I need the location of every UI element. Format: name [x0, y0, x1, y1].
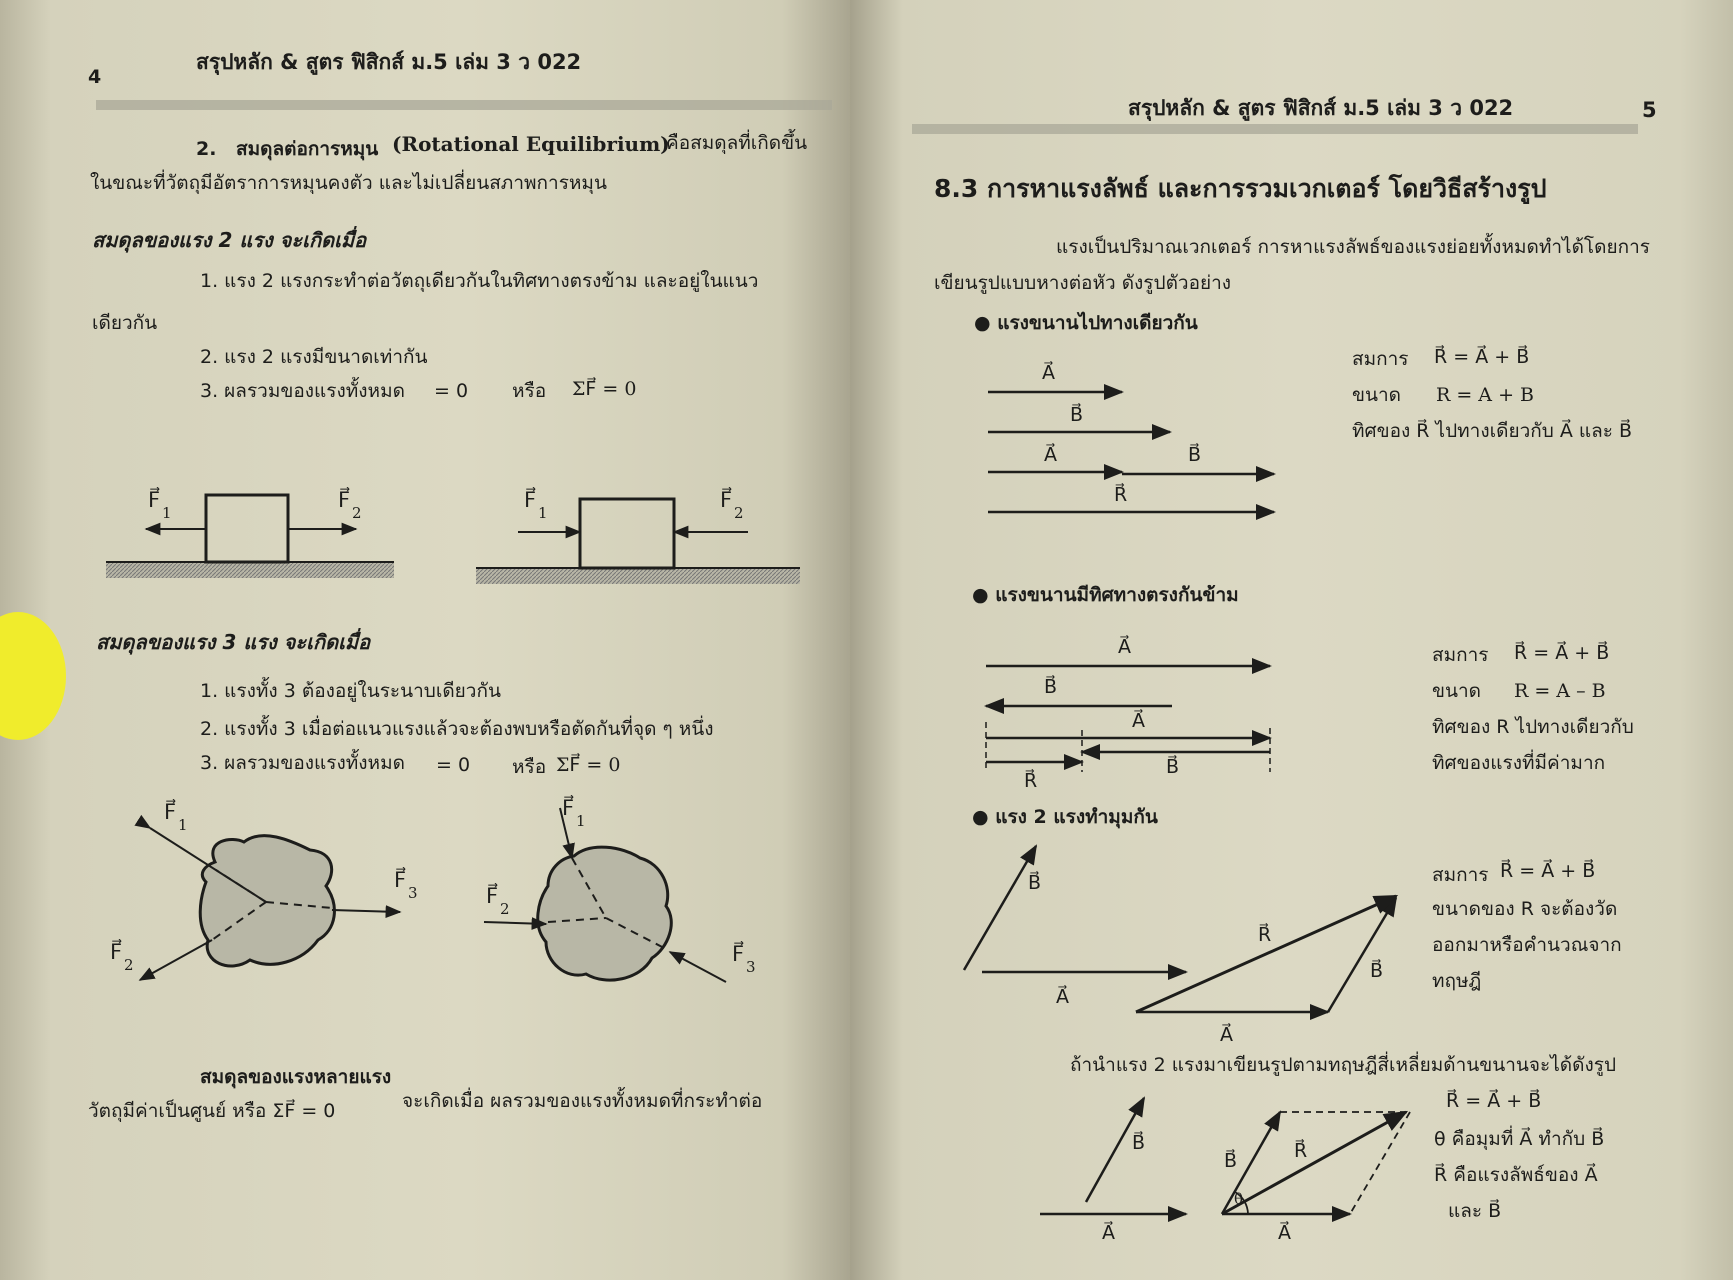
- case1-mag: R = A + B: [1436, 384, 1534, 406]
- label-f2-a: F⃗: [338, 488, 351, 512]
- c3-label-b2: B⃗: [1370, 960, 1384, 982]
- case2-eq: R⃗ = A⃗ + B⃗: [1514, 642, 1610, 664]
- case2-dir-2: ทิศของแรงที่มีค่ามาก: [1432, 752, 1606, 774]
- p-label-b2: B⃗: [1224, 1150, 1238, 1172]
- three-forces-item2: 2. แรงทั้ง 3 เมื่อต่อแนวแรงแล้วจะต้องพบหรือตัดกันที่จุด ๆ หนึ่ง: [200, 718, 714, 740]
- label-f2-c-sub: 2: [124, 956, 134, 974]
- label-f2-d-sub: 2: [500, 900, 510, 918]
- c3-label-a2: A⃗: [1220, 1024, 1233, 1046]
- c3-label-a: A⃗: [1056, 986, 1069, 1008]
- case3-eq-label: สมการ: [1432, 864, 1489, 886]
- f2-line-1: [140, 940, 212, 980]
- c1-label-a2: A⃗: [1044, 444, 1057, 466]
- block-2: [580, 499, 674, 568]
- vector-diagrams: [850, 0, 1733, 1280]
- many-forces-heading: สมดุลของแรงหลายแรง: [200, 1066, 392, 1088]
- three-forces-item3-or: หรือ: [512, 756, 547, 778]
- case1-direction: ทิศของ R⃗ ไปทางเดียวกับ A⃗ และ B⃗: [1352, 420, 1633, 442]
- three-forces-item3-formula: ΣF⃗ = 0: [556, 754, 621, 776]
- rotational-english: (Rotational Equilibrium): [392, 132, 670, 156]
- two-forces-item2: 2. แรง 2 แรงมีขนาดเท่ากัน: [200, 346, 428, 368]
- two-forces-item1: 1. แรง 2 แรงกระทำต่อวัตถุเดียวกันในทิศทางตรงข้าม และอยู่ในแนว: [200, 270, 759, 292]
- block-1: [206, 495, 288, 562]
- case2-heading: ● แรงขนานมีทิศทางตรงกันข้าม: [972, 584, 1239, 606]
- label-f1-a: F⃗: [148, 488, 161, 512]
- right-running-header: สรุปหลัก & สูตร ฟิสิกส์ ม.5 เล่ม 3 ว 022: [1128, 96, 1514, 120]
- c2-label-b: B⃗: [1044, 676, 1058, 698]
- three-forces-item3-eq: = 0: [436, 754, 471, 776]
- rotational-desc-2: ในขณะที่วัตถุมีอัตราการหมุนคงตัว และไม่เปลี่ยนสภาพการหมุน: [90, 172, 607, 194]
- case1-eq-label: สมการ: [1352, 348, 1409, 370]
- case3-mag-1: ขนาดของ R จะต้องวัด: [1432, 898, 1618, 920]
- two-forces-item3: 3. ผลรวมของแรงทั้งหมด: [200, 380, 405, 402]
- p-label-a: A⃗: [1102, 1222, 1115, 1244]
- rotational-number: 2.: [196, 138, 217, 160]
- label-f1-c: F⃗: [164, 800, 177, 824]
- case2-mag: R = A – B: [1514, 680, 1606, 702]
- label-f1-b: F⃗: [524, 488, 537, 512]
- irregular-body-1: [200, 836, 334, 966]
- case2-dir-1: ทิศของ R ไปทางเดียวกับ: [1432, 716, 1634, 738]
- label-f2-a-sub: 2: [352, 504, 362, 522]
- section-title: 8.3 การหาแรงลัพธ์ และการรวมเวกเตอร์ โดยวิธีสร้างรูป: [934, 174, 1547, 203]
- irregular-body-2: [538, 847, 672, 980]
- c3-label-r: R⃗: [1258, 924, 1272, 946]
- right-page: [850, 0, 1733, 1280]
- case2-mag-label: ขนาด: [1432, 680, 1481, 702]
- label-f1-d-sub: 1: [576, 812, 586, 830]
- case3-vector-b: [964, 846, 1036, 970]
- para-intro: ถ้านำแรง 2 แรงมาเขียนรูปตามทฤษฎีสี่เหลี่ยมด้านขนานจะได้ดังรูป: [1070, 1054, 1617, 1076]
- label-f3-d-sub: 3: [746, 958, 756, 976]
- label-f1-b-sub: 1: [538, 504, 548, 522]
- c2-label-a: A⃗: [1118, 636, 1131, 658]
- ground-2: [476, 568, 800, 584]
- f3-line-1: [332, 910, 400, 912]
- case3-tri-resultant: [1136, 896, 1396, 1012]
- p-label-r: R⃗: [1294, 1140, 1308, 1162]
- two-forces-item3-eq: = 0: [434, 380, 469, 402]
- label-f2-b-sub: 2: [734, 504, 744, 522]
- c3-label-b: B⃗: [1028, 872, 1042, 894]
- c1-label-b2: B⃗: [1188, 444, 1202, 466]
- two-forces-heading: สมดุลของแรง 2 แรง จะเกิดเมื่อ: [92, 228, 367, 252]
- two-forces-item3-formula: ΣF⃗ = 0: [572, 378, 637, 400]
- right-page-number: 5: [1642, 98, 1657, 122]
- para-resultant-2: และ B⃗: [1448, 1200, 1502, 1222]
- rotational-desc-1: คือสมดุลที่เกิดขึ้น: [666, 132, 808, 154]
- c2-label-r: R⃗: [1024, 770, 1038, 792]
- three-forces-item1: 1. แรงทั้ง 3 ต้องอยู่ในระนาบเดียวกัน: [200, 680, 501, 702]
- c2-label-b2: B⃗: [1166, 756, 1180, 778]
- para-resultant-1: R⃗ คือแรงลัพธ์ของ A⃗: [1434, 1164, 1598, 1186]
- many-forces-text-2: วัตถุมีค่าเป็นศูนย์ หรือ ΣF⃗ = 0: [88, 1100, 336, 1122]
- intro-line-2: เขียนรูปแบบหางต่อหัว ดังรูปตัวอย่าง: [934, 272, 1232, 294]
- label-f2-d: F⃗: [486, 884, 499, 908]
- case1-heading: ● แรงขนานไปทางเดียวกัน: [974, 312, 1198, 334]
- many-forces-text-1: จะเกิดเมื่อ ผลรวมของแรงทั้งหมดที่กระทำต่อ: [402, 1090, 763, 1112]
- c2-label-a2: A⃗: [1132, 710, 1145, 732]
- case1-eq: R⃗ = A⃗ + B⃗: [1434, 346, 1530, 368]
- case3-tri-b: [1328, 898, 1396, 1012]
- three-forces-heading: สมดุลของแรง 3 แรง จะเกิดเมื่อ: [96, 630, 371, 654]
- left-running-header: สรุปหลัก & สูตร ฟิสิกส์ ม.5 เล่ม 3 ว 022: [196, 50, 582, 74]
- rotational-title: สมดุลต่อการหมุน: [236, 138, 379, 160]
- left-page: [0, 0, 850, 1280]
- label-f3-c: F⃗: [394, 868, 407, 892]
- c1-label-b: B⃗: [1070, 404, 1084, 426]
- case2-eq-label: สมการ: [1432, 644, 1489, 666]
- p-label-theta: θ: [1234, 1190, 1244, 1208]
- p-label-b: B⃗: [1132, 1132, 1146, 1154]
- label-f1-c-sub: 1: [178, 816, 188, 834]
- case3-eq: R⃗ = A⃗ + B⃗: [1500, 860, 1596, 882]
- three-forces-item3: 3. ผลรวมของแรงทั้งหมด: [200, 752, 405, 774]
- label-f1-a-sub: 1: [162, 504, 172, 522]
- case3-heading: ● แรง 2 แรงทำมุมกัน: [972, 806, 1158, 828]
- label-f2-c: F⃗: [110, 940, 123, 964]
- p-label-a2: A⃗: [1278, 1222, 1291, 1244]
- intro-line-1: แรงเป็นปริมาณเวกเตอร์ การหาแรงลัพธ์ของแรงย่อยทั้งหมดทำได้โดยการ: [1056, 236, 1650, 258]
- two-forces-item3-or: หรือ: [512, 380, 547, 402]
- two-forces-item1-cont: เดียวกัน: [92, 312, 158, 334]
- label-f1-d: F⃗: [562, 796, 575, 820]
- label-f2-b: F⃗: [720, 488, 733, 512]
- c1-label-r: R⃗: [1114, 484, 1128, 506]
- c1-label-a: A⃗: [1042, 362, 1055, 384]
- label-f3-c-sub: 3: [408, 884, 418, 902]
- label-f3-d: F⃗: [732, 942, 745, 966]
- para-eq: R⃗ = A⃗ + B⃗: [1446, 1090, 1542, 1112]
- f3-line-2: [670, 952, 726, 982]
- case3-mag-2: ออกมาหรือคำนวณจาก: [1432, 934, 1622, 956]
- ground-1: [106, 562, 394, 578]
- para-theta: θ คือมุมที่ A⃗ ทำกับ B⃗: [1434, 1128, 1605, 1150]
- case1-mag-label: ขนาด: [1352, 384, 1401, 406]
- left-page-number: 4: [88, 66, 102, 88]
- case3-mag-3: ทฤษฎี: [1432, 970, 1482, 992]
